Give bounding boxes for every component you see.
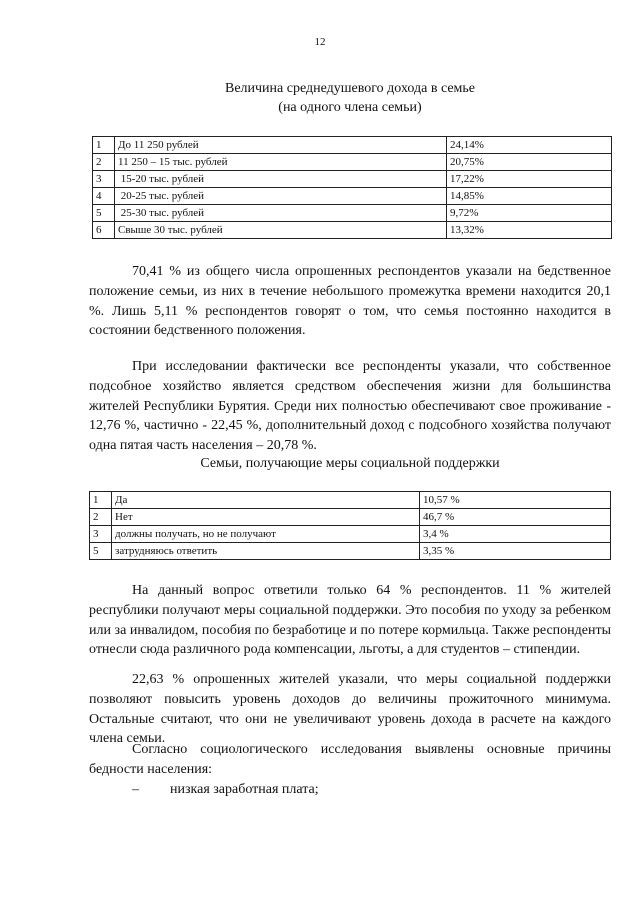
- table-row: [90, 526, 611, 543]
- row-value: 46,7 %: [420, 509, 611, 526]
- list-item-text: низкая заработная плата;: [170, 782, 319, 797]
- income-table-title: [90, 79, 610, 117]
- row-number: 3: [93, 171, 115, 188]
- row-number: 5: [93, 205, 115, 222]
- social-support-table: [89, 491, 611, 560]
- row-number: 2: [93, 154, 115, 171]
- paragraph-poverty-causes: Согласно социологического исследования выявлены основные причины бедности населения:: [89, 742, 611, 777]
- table-row: [93, 137, 612, 154]
- row-value: 24,14%: [447, 137, 612, 154]
- row-label: До 11 250 рублей: [115, 137, 447, 154]
- table-row: [93, 205, 612, 222]
- table-row: [90, 509, 611, 526]
- row-number: 2: [90, 509, 112, 526]
- paragraph-subsidiary-farming: При исследовании фактически все респонденты указали, что собственное подсобное хозяйство является средством обеспечения жизни для большинства жителей Республики Бурятия. Среди них полностью обеспечивают свое проживание - 12,76 %, частично - 22,45 %, дополнительный доход с подсобного хозяйства получают одна пятая часть населения – 20,78 %.: [89, 359, 611, 454]
- row-number: 5: [90, 543, 112, 560]
- row-value: 17,22%: [447, 171, 612, 188]
- row-value: 3,35 %: [420, 543, 611, 560]
- table-row: [90, 492, 611, 509]
- table-row: [93, 171, 612, 188]
- social-support-table-title: Семьи, получающие меры социальной поддержки: [200, 456, 500, 471]
- row-label: 25-30 тыс. рублей: [115, 205, 447, 222]
- row-value: 10,57 %: [420, 492, 611, 509]
- row-label: 20-25 тыс. рублей: [115, 188, 447, 205]
- list-dash: –: [132, 782, 139, 797]
- list-item: [132, 780, 602, 799]
- row-number: 1: [90, 492, 112, 509]
- page-number: 12: [314, 36, 326, 48]
- row-number: 1: [93, 137, 115, 154]
- row-value: 20,75%: [447, 154, 612, 171]
- table-row: [93, 222, 612, 239]
- row-label: затрудняюсь ответить: [112, 543, 420, 560]
- row-value: 9,72%: [447, 205, 612, 222]
- row-value: 14,85%: [447, 188, 612, 205]
- row-label: Свыше 30 тыс. рублей: [115, 222, 447, 239]
- table-row: [93, 188, 612, 205]
- row-label: 11 250 – 15 тыс. рублей: [115, 154, 447, 171]
- table-row: [93, 154, 612, 171]
- paragraph-support-recipients: На данный вопрос ответили только 64 % респондентов. 11 % жителей республики получают меры социальной поддержки. Это пособия по уходу за ребенком или за инвалидом, пособия по безработице и по потере кормильца. Также респонденты отнесли сюда различного рода компенсации, льготы, а для студентов – стипендии.: [89, 583, 611, 658]
- row-label: должны получать, но не получают: [112, 526, 420, 543]
- table-row: [90, 543, 611, 560]
- income-table: [92, 136, 612, 239]
- row-value: 3,4 %: [420, 526, 611, 543]
- row-number: 3: [90, 526, 112, 543]
- row-value: 13,32%: [447, 222, 612, 239]
- row-number: 6: [93, 222, 115, 239]
- paragraph-support-effect: 22,63 % опрошенных жителей указали, что меры социальной поддержки позволяют повысить уровень доходов до величины прожиточного минимума. Остальные считают, что они не увеличивают уровень дохода в расчете на каждого члена семьи.: [89, 672, 611, 747]
- paragraph-poverty-status: 70,41 % из общего числа опрошенных респондентов указали на бедственное положение семьи, из них в течение небольшого промежутка времени находится 20,1 %. Лишь 5,11 % респондентов говорят о том, что семья постоянно находится в состоянии бедственного положения.: [89, 264, 611, 339]
- income-title-line2: (на одного члена семьи): [278, 100, 422, 115]
- row-label: Нет: [112, 509, 420, 526]
- row-label: 15-20 тыс. рублей: [115, 171, 447, 188]
- income-title-line1: Величина среднедушевого дохода в семье: [224, 81, 476, 96]
- row-label: Да: [112, 492, 420, 509]
- row-number: 4: [93, 188, 115, 205]
